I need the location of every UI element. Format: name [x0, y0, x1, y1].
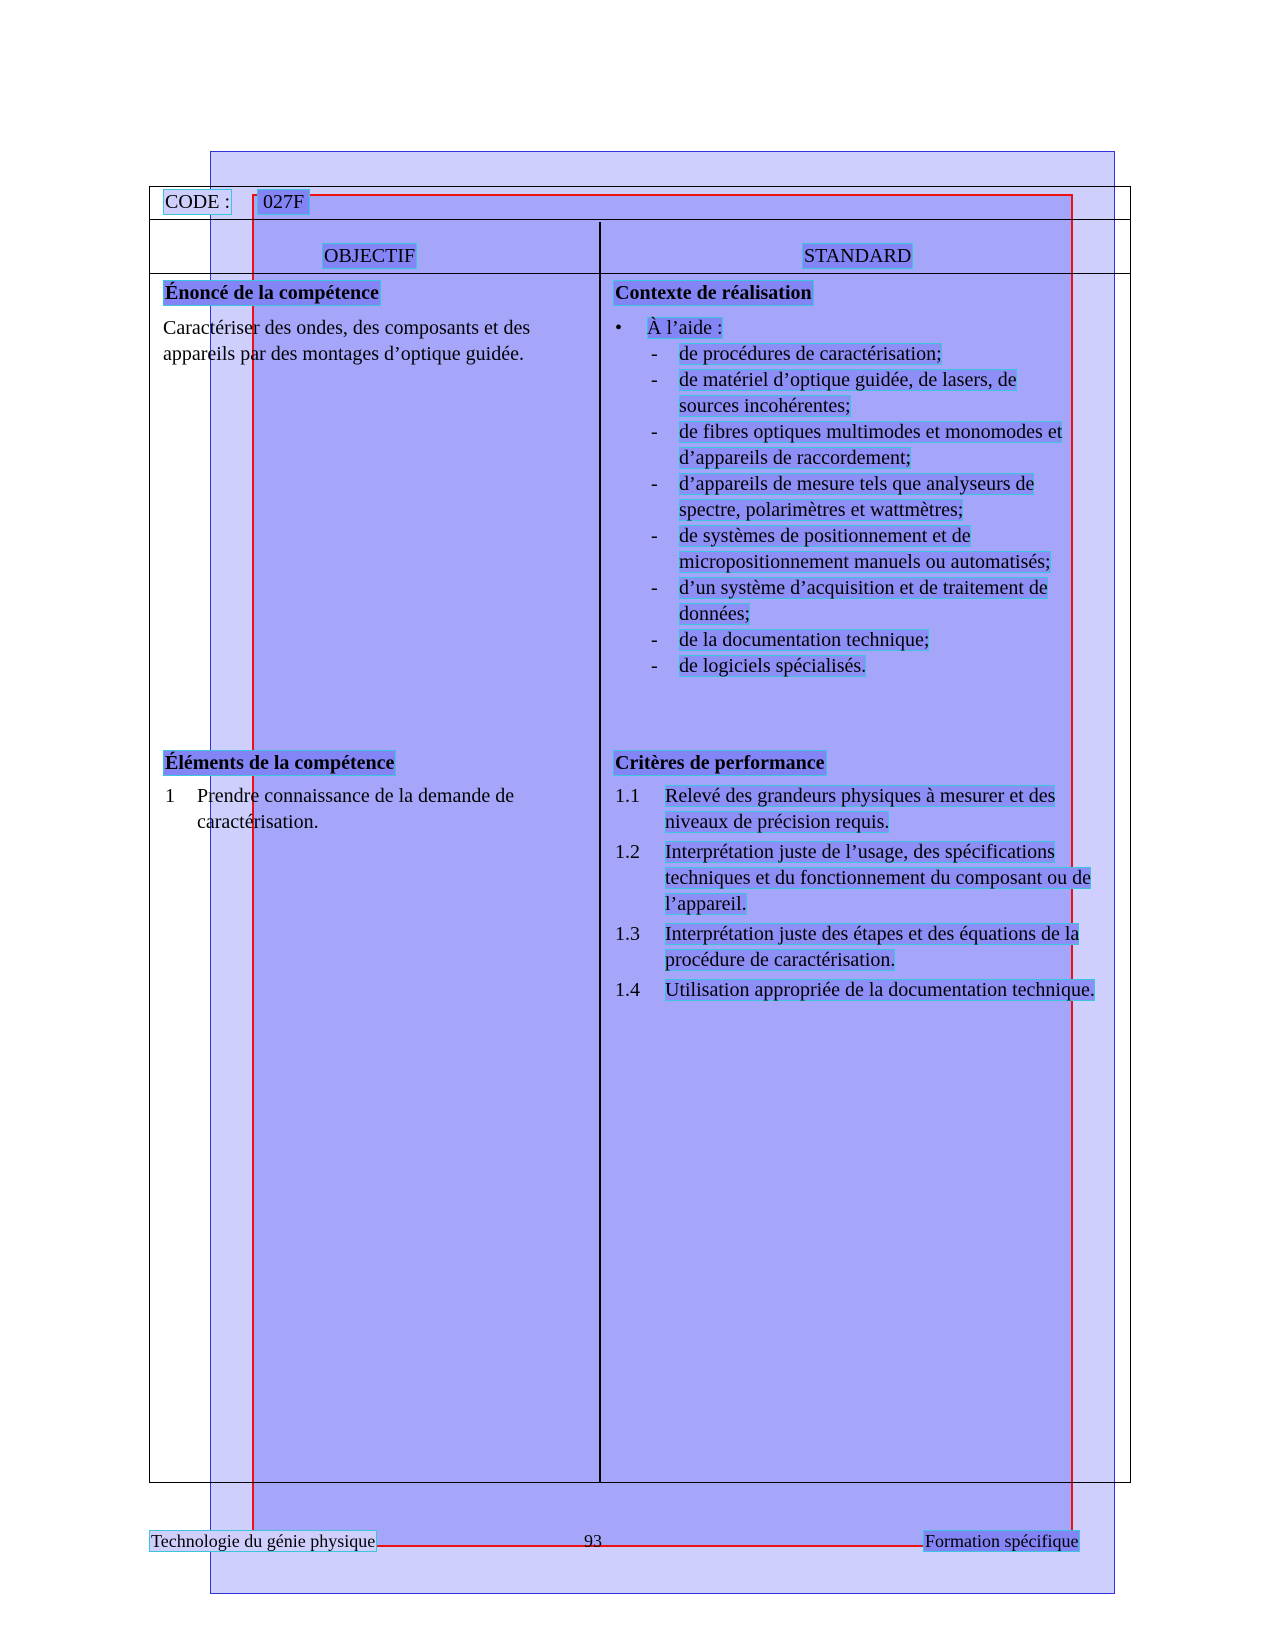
- page-number: 93: [584, 1531, 602, 1551]
- code-line: [163, 189, 310, 215]
- context-section: [613, 280, 1113, 679]
- column-divider: [599, 222, 601, 1482]
- context-intro: [613, 315, 1113, 341]
- context-list: [613, 315, 1113, 679]
- list-item: - d’un système d’acquisition et de traitement de données;: [647, 575, 1077, 627]
- list-item: [613, 783, 1113, 835]
- footer-right: Formation spécifique: [925, 1531, 1079, 1551]
- context-items: [613, 341, 1077, 679]
- criterion-text: Interprétation juste de l’usage, des spécifications techniques et du fonctionnement du composant ou de l’appareil.: [665, 841, 1092, 915]
- statement-heading: Énoncé de la compétence: [165, 282, 379, 304]
- criterion-text: Utilisation appropriée de la documentation technique.: [665, 979, 1095, 1001]
- context-intro-text: À l’aide :: [647, 317, 723, 339]
- list-item: - d’appareils de mesure tels que analyseurs de spectre, polarimètres et wattmètres;: [647, 471, 1077, 523]
- list-item: [613, 839, 1113, 917]
- code-row-divider: [149, 219, 1131, 220]
- element-number: 1: [165, 785, 175, 807]
- list-item: - de logiciels spécialisés.: [647, 653, 1077, 679]
- list-item: - de procédures de caractérisation;: [647, 341, 1077, 367]
- code-value: 027F: [257, 189, 310, 215]
- criterion-text: Interprétation juste des étapes et des équations de la procédure de caractérisation.: [665, 923, 1080, 971]
- elements-section: [163, 750, 581, 835]
- list-item: [163, 783, 583, 835]
- code-label: CODE :: [165, 191, 230, 213]
- context-heading: Contexte de réalisation: [615, 282, 812, 304]
- list-item: - de la documentation technique;: [647, 627, 1077, 653]
- statement-text: Caractériser des ondes, des composants et des appareils par des montages d’optique guidée.: [163, 317, 531, 365]
- list-item: [613, 921, 1113, 973]
- header-row-divider: [149, 273, 1131, 274]
- criterion-number: 1.3: [615, 923, 640, 945]
- list-item: - de systèmes de positionnement et de micropositionnement manuels ou automatisés;: [647, 523, 1077, 575]
- elements-heading: Éléments de la compétence: [165, 752, 395, 774]
- criterion-number: 1.1: [615, 785, 640, 807]
- list-item: [613, 977, 1113, 1003]
- criteria-heading: Critères de performance: [615, 752, 825, 774]
- element-text: Prendre connaissance de la demande de caractérisation.: [197, 785, 515, 833]
- list-item: - de fibres optiques multimodes et monomodes et d’appareils de raccordement;: [647, 419, 1077, 471]
- elements-list: [163, 783, 583, 835]
- statement-section: [163, 280, 581, 367]
- criteria-section: [613, 750, 1113, 1007]
- criterion-number: 1.2: [615, 841, 640, 863]
- list-item: - de matériel d’optique guidée, de lasers, de sources incohérentes;: [647, 367, 1077, 419]
- standard-column-header: STANDARD: [804, 245, 912, 267]
- criterion-text: Relevé des grandeurs physiques à mesurer et des niveaux de précision requis.: [665, 785, 1056, 833]
- objective-column-header: OBJECTIF: [324, 245, 416, 267]
- footer-left: Technologie du génie physique: [151, 1531, 376, 1551]
- criterion-number: 1.4: [615, 979, 640, 1001]
- criteria-list: [613, 783, 1113, 1003]
